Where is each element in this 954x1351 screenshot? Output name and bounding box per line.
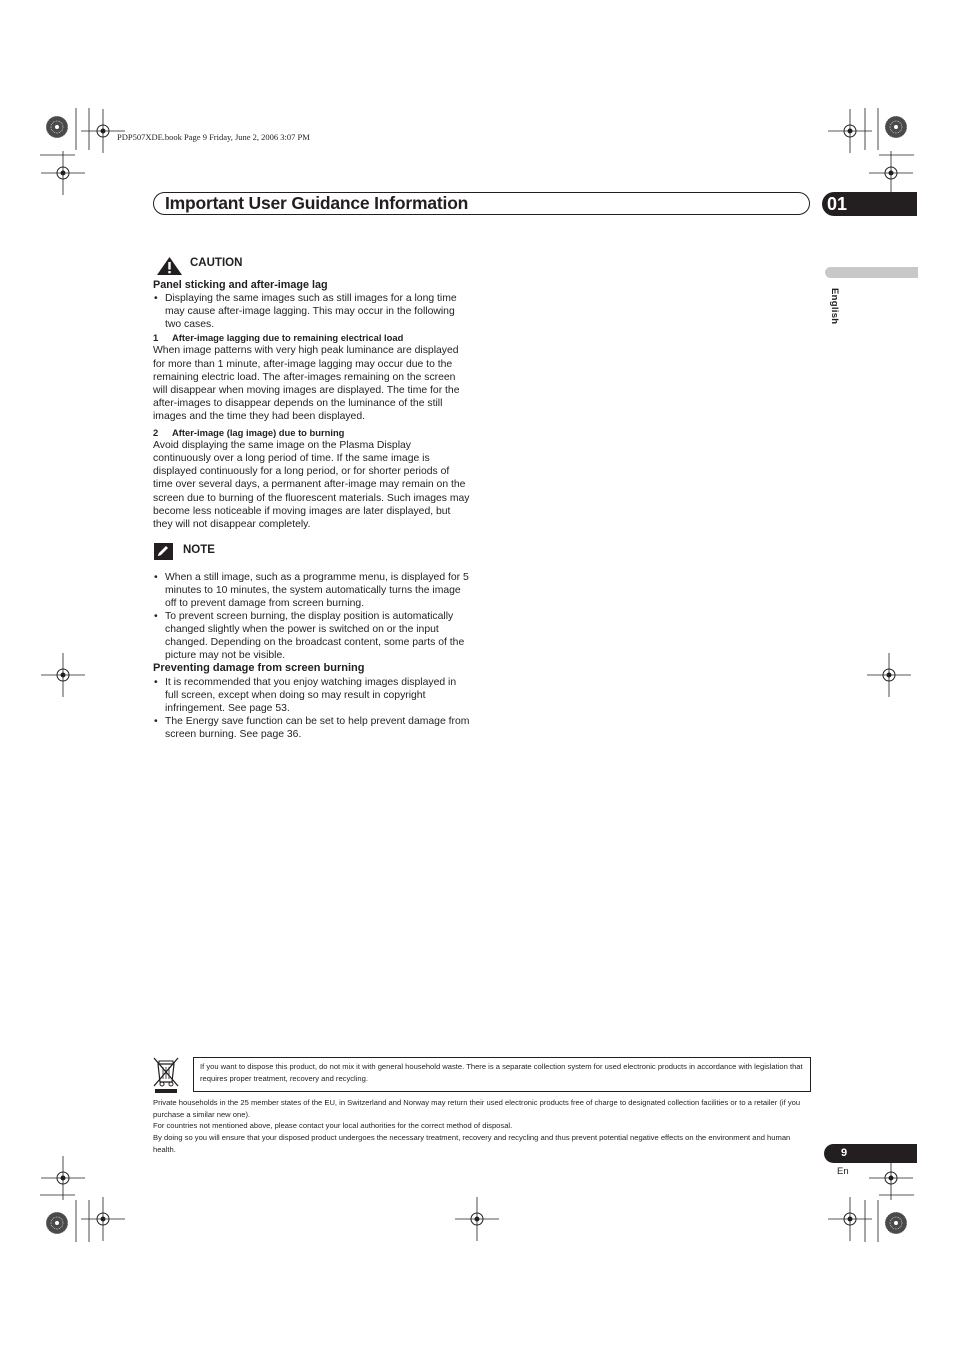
page-number-tab bbox=[824, 1144, 917, 1163]
registration-mark-mid-left bbox=[41, 653, 85, 697]
prevent-heading: Preventing damage from screen burning bbox=[153, 662, 365, 675]
registration-mark-top-right bbox=[828, 109, 872, 153]
page-title: Important User Guidance Information bbox=[165, 193, 469, 213]
registration-mark-mid-right bbox=[867, 653, 911, 697]
prevent-item: • It is recommended that you enjoy watching images displayed in full screen, except when doing so may result in copyright infringement. See page 53. bbox=[153, 676, 471, 715]
note-item: • To prevent screen burning, the display position is automatically changed slightly when the power is switched on or the input changed. Depending on the broadcast content, some parts of the picture may not be visible. bbox=[153, 610, 471, 662]
case-number: 1 bbox=[153, 332, 159, 344]
case-body: When image patterns with very high peak luminance are displayed for more than 1 minute, after-image lagging may occur due to the remaining electric load. The after-images remaining on the screen will disappear when moving images are displayed. The time for the after-images to disappear depends on the luminance of the still images and the time they had been displayed. bbox=[153, 345, 460, 422]
page-language-code: En bbox=[837, 1166, 849, 1177]
note-label: NOTE bbox=[183, 543, 215, 556]
case-body: Avoid displaying the same image on the Plasma Display continuously over a long period of time. If the same image is displayed continuously for a long period, or for shorter periods of time over several days, a permanent after-image may remain on the screen due to burning of the fluorescent materials. Such images may become less noticeable if moving images are later displayed, but they will not disappear completely. bbox=[153, 440, 470, 530]
warning-triangle-icon bbox=[156, 256, 183, 276]
main-column bbox=[153, 253, 471, 741]
caution-heading: Panel sticking and after-image lag bbox=[153, 279, 328, 291]
registration-mark-top-left-outer bbox=[46, 116, 68, 138]
registration-mark-top-right-outer bbox=[885, 116, 907, 138]
disposal-notice-box: If you want to dispose this product, do not mix it with general household waste. There is a separate collection system for used electronic products in accordance with legislation that requires proper treatment, recovery and recycling. bbox=[193, 1057, 811, 1092]
registration-mark-right-upper bbox=[869, 151, 913, 195]
note-header bbox=[153, 543, 471, 571]
case-title: After-image lagging due to remaining electrical load bbox=[172, 332, 404, 344]
registration-mark-bottom-right-outer bbox=[885, 1212, 907, 1234]
chapter-number: 01 bbox=[827, 194, 848, 214]
registration-mark-bottom-right bbox=[828, 1197, 872, 1241]
case-heading bbox=[153, 331, 471, 344]
disposal-notes bbox=[153, 1097, 813, 1156]
pencil-note-icon bbox=[154, 543, 173, 560]
case-number: 2 bbox=[153, 427, 159, 439]
disposal-line: By doing so you will ensure that your disposed product undergoes the necessary treatment, recovery and recycling and thus prevent potential negative effects on the environment and human health. bbox=[153, 1133, 791, 1154]
page-number: 9 bbox=[841, 1147, 848, 1159]
note-item: • When a still image, such as a programme menu, is displayed for 5 minutes to 10 minutes, the system automatically turns the image off to prevent damage from screen burning. bbox=[153, 571, 471, 610]
section-title-bar bbox=[153, 192, 810, 215]
registration-mark-bottom-left bbox=[81, 1197, 125, 1241]
caution-header bbox=[153, 253, 471, 279]
registration-mark-left-lower bbox=[41, 1156, 85, 1200]
caution-intro: • Displaying the same images such as still images for a long time may cause after-image lagging. This may occur in the following two cases. bbox=[153, 292, 471, 331]
disposal-line: For countries not mentioned above, please contact your local authorities for the correct method of disposal. bbox=[153, 1121, 513, 1131]
disposal-line: Private households in the 25 member states of the EU, in Switzerland and Norway may return their used electronic products free of charge to designated collection facilities or to a retailer (if you purchase a similar new one). bbox=[153, 1098, 801, 1119]
registration-mark-bottom-left-outer bbox=[46, 1212, 68, 1234]
case-title: After-image (lag image) due to burning bbox=[172, 427, 345, 439]
registration-mark-bottom-center bbox=[455, 1197, 499, 1241]
crossed-bin-icon bbox=[152, 1055, 180, 1095]
registration-mark-top-left bbox=[81, 109, 125, 153]
caution-label: CAUTION bbox=[190, 257, 243, 269]
registration-mark-left-upper bbox=[41, 151, 85, 195]
language-tab bbox=[825, 267, 918, 278]
language-label: English bbox=[829, 288, 840, 325]
case-heading bbox=[153, 426, 471, 439]
print-info: PDP507XDE.book Page 9 Friday, June 2, 2006 3:07 PM bbox=[117, 132, 310, 142]
prevent-item: • The Energy save function can be set to help prevent damage from screen burning. See page 36. bbox=[153, 715, 471, 741]
chapter-tab bbox=[822, 192, 917, 216]
